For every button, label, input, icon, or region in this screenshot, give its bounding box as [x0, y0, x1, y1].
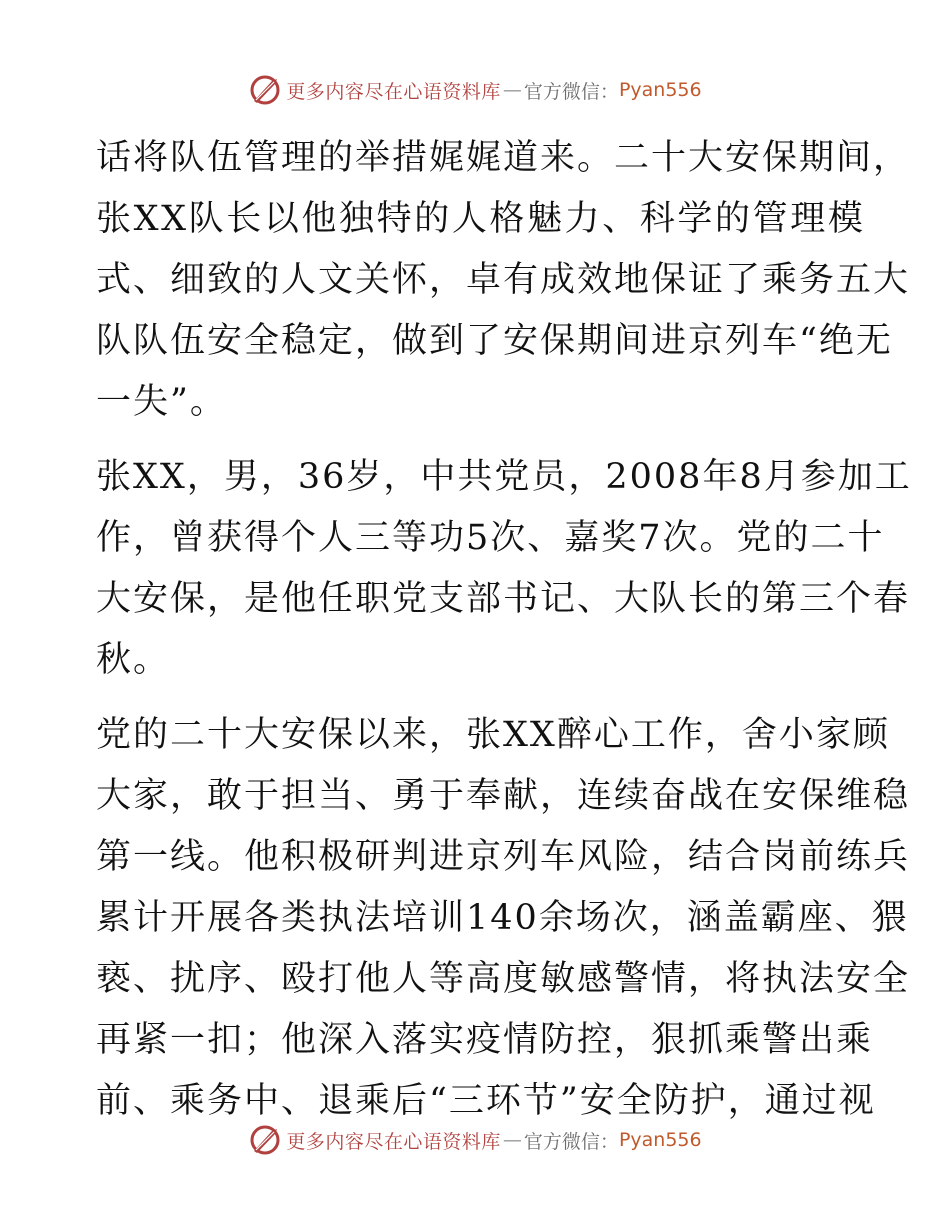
text-line: 式、细致的人文关怀，卓有成效地保证了乘务五大 — [96, 260, 911, 300]
paragraph-1 — [96, 128, 911, 433]
text-line: 张XX队长以他独特的人格魅力、科学的管理模 — [96, 199, 866, 239]
text-line: 大家，敢于担当、勇于奉献，连续奋战在安保维稳 — [96, 776, 911, 816]
footer-account-label: 官方微信： — [523, 1130, 619, 1153]
text-line: 再紧一扣；他深入落实疫情防控，狠抓乘警出乘 — [96, 1020, 874, 1060]
document-body — [96, 128, 912, 1146]
footer-site-text: 更多内容尽在心语资料库 — [286, 1130, 501, 1153]
text-line: 队队伍安全稳定，做到了安保期间进京列车“绝无 — [96, 321, 893, 361]
header-account-label: 官方微信： — [523, 80, 619, 103]
header-site-text: 更多内容尽在心语资料库 — [286, 80, 501, 103]
pen-logo-icon — [248, 1123, 282, 1157]
text-line: 话将队伍管理的举措娓娓道来。二十大安保期间， — [96, 138, 911, 178]
header-account-id: Pyan556 — [618, 79, 702, 101]
text-line: 张XX，男，36岁，中共党员，2008年8月参加工 — [96, 457, 912, 497]
text-line: 亵、扰序、殴打他人等高度敏感警情，将执法安全 — [96, 959, 911, 999]
pen-logo-icon — [248, 73, 282, 107]
text-line: 秋。 — [96, 640, 171, 680]
text-line: 一失”。 — [96, 382, 227, 422]
header-watermark — [0, 72, 950, 108]
text-line: 作，曾获得个人三等功5次、嘉奖7次。党的二十 — [96, 518, 885, 558]
footer-separator: — — [502, 1129, 522, 1151]
text-line: 党的二十大安保以来，张XX醉心工作，舍小家顾 — [96, 715, 890, 755]
paragraph-3 — [96, 705, 911, 1132]
paragraph-2 — [96, 447, 912, 691]
text-line: 第一线。他积极研判进京列车风险，结合岗前练兵 — [96, 837, 911, 877]
text-line: 前、乘务中、退乘后“三环节”安全防护，通过视 — [96, 1081, 876, 1121]
footer-account-id: Pyan556 — [618, 1129, 702, 1151]
header-separator: — — [502, 79, 522, 101]
footer-watermark — [0, 1122, 950, 1158]
text-line: 累计开展各类执法培训140余场次，涵盖霸座、猥 — [96, 898, 909, 938]
text-line: 大安保，是他任职党支部书记、大队长的第三个春 — [96, 579, 911, 619]
